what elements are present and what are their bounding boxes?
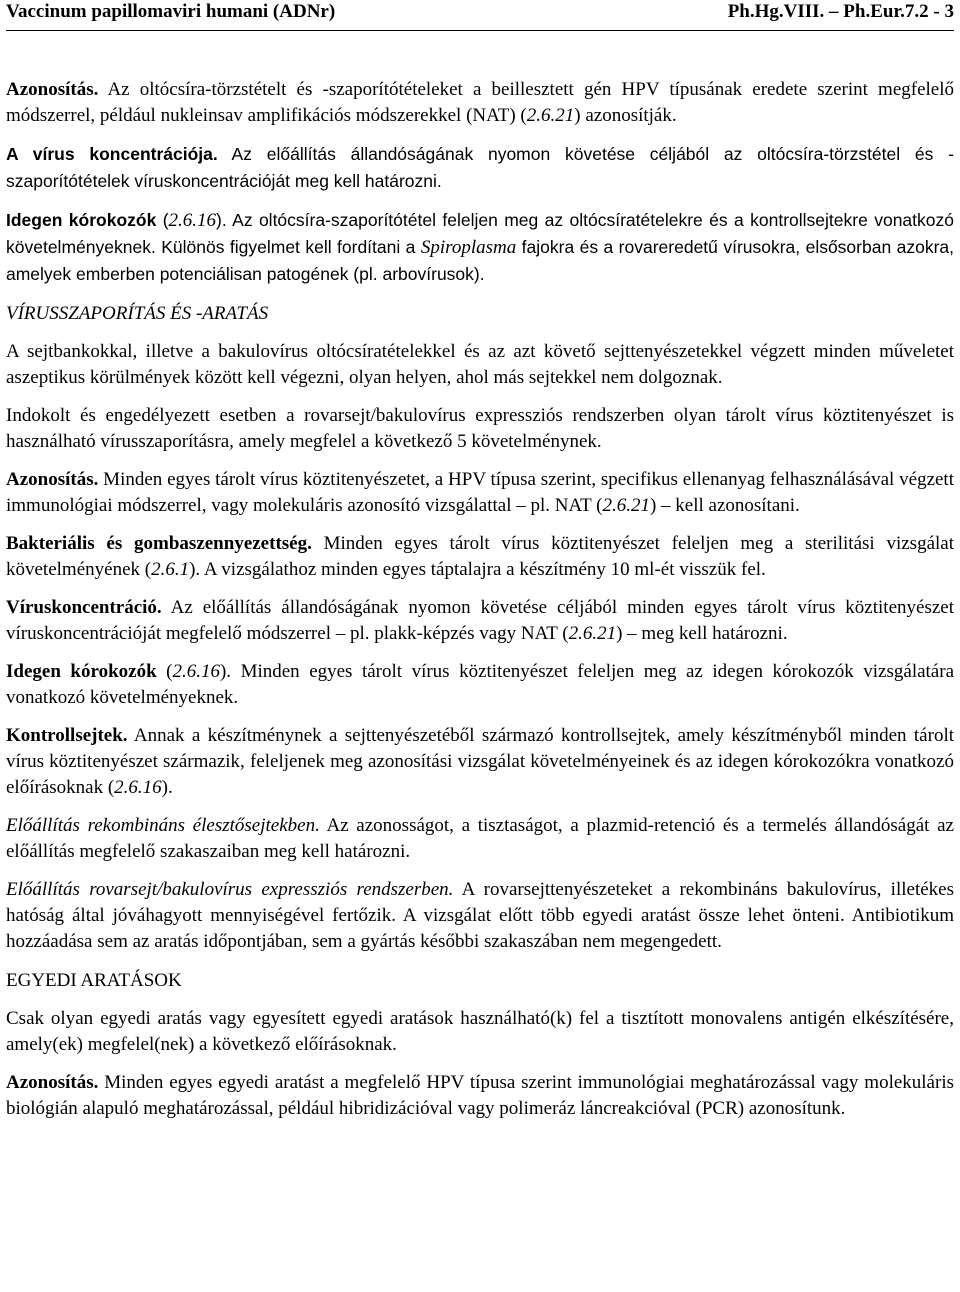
paragraph-lead: Azonosítás. <box>6 79 99 100</box>
paragraph-lead: Azonosítás. <box>6 1072 99 1093</box>
paragraph-text: ) – kell azonosítani. <box>649 495 800 516</box>
page-header <box>6 0 954 31</box>
paragraph-text: Az azonosságot, a tisztaságot, a plazmid-retenció és a termelés állandóságát az előállítás megfelelő szakaszaiban meg kell határozni. <box>6 815 954 862</box>
paragraph-aseptic: A sejtbankokkal, illetve a bakulovírus oltócsíratételekkel és az azt követő sejttenyészetekkel végzett minden műveletet aszeptikus körülmények között kell végezni, olyan helyen, ahol más sejtekkel nem dolgoznak. <box>6 341 954 388</box>
paragraph-text: Annak a készítménynek a sejttenyészetéből származó kontrollsejtek, amely készítményből minden tárolt vírus köztitenyészet származik, feleljenek meg azonosítási vizsgálat követelményeinek és az idegen kórokozókra vonatkozó előírásoknak ( <box>6 725 954 798</box>
paragraph-lead: Idegen kórokozók <box>6 661 157 682</box>
reference-link: 2.6.21 <box>526 105 575 126</box>
paragraph-yeast-production <box>6 813 954 865</box>
paragraph-harvest-identification <box>6 1070 954 1122</box>
paragraph-lead: Bakteriális és gombaszennyezettség. <box>6 533 312 554</box>
paragraph-text: ). A vizsgálathoz minden egyes táptalajra a készítmény 10 ml-ét visszük fel. <box>189 559 766 580</box>
paragraph-text: Minden egyes tárolt vírus köztitenyészetet, a HPV típusa szerint, specifikus ellenanyag felhasználásával végzett immunológiai módszerrel, vagy molekuláris azonosító vizsgálattal – pl. NAT ( <box>6 469 954 516</box>
paragraph-text: A rovarsejttenyészeteket a rekombináns bakulovírus, illetékes hatóság által jóváhagyott mennyiségével fertőzik. A vizsgálat előtt több egyedi aratást össze lehet önteni. Antibiotikum hozzáadása sem az aratás időpontjában, sem a gyártás későbbi szakaszában nem megengedett. <box>6 879 954 952</box>
paragraph-stock-extraneous-agents <box>6 659 954 711</box>
paragraph-single-harvests: Csak olyan egyedi aratás vagy egyesített egyedi aratások használható(k) fel a tisztított monovalens antigén elkészítésére, amely(ek) megfelel(nek) a következő előírásoknak. <box>6 1008 954 1055</box>
paragraph-text: Az oltócsíra-törzstételt és -szaporítótételeket a beillesztett gén HPV típusának eredete szerint megfelelő módszerrel, például nukleinsav amplifikációs módszerekkel (NAT) ( <box>6 79 954 126</box>
paragraph-text: ( <box>156 661 173 682</box>
paragraph-lead: Azonosítás. <box>6 469 99 490</box>
reference-link: 2.6.21 <box>568 623 617 644</box>
reference-link: 2.6.16 <box>114 777 162 798</box>
paragraph-control-cells <box>6 723 954 801</box>
paragraph-text: ( <box>156 210 169 230</box>
paragraph-virus-concentration <box>6 141 954 195</box>
paragraph-lead: Víruskoncentráció. <box>6 597 162 618</box>
paragraph-text: ) – meg kell határozni. <box>616 623 788 644</box>
paragraph-lead: Idegen kórokozók <box>6 210 157 230</box>
paragraph-insect-cell-system: Indokolt és engedélyezett esetben a rovarsejt/bakulovírus expressziós rendszerben olyan tárolt vírus köztitenyészet is használható vírusszaporításra, amely megfelel a következő 5 követelménynek. <box>6 405 954 452</box>
paragraph-text: Az előállítás állandóságának nyomon követése céljából az oltócsíra-törzstétel és -szaporítótételek víruskoncentrációját meg kell határozni. <box>6 144 955 191</box>
paragraph-text: ) azonosítják. <box>574 105 677 126</box>
paragraph-insect-production <box>6 877 954 955</box>
paragraph-lead: Előállítás rovarsejt/bakulovírus expressziós rendszerben. <box>6 879 454 900</box>
paragraph-extraneous-agents <box>6 207 954 288</box>
paragraph-text: ). <box>161 777 173 798</box>
reference-link: 2.6.21 <box>602 495 650 516</box>
header-reference: Ph.Hg.VIII. – Ph.Eur.7.2 - 3 <box>727 1 954 22</box>
emphasis-text: Spiroplasma <box>420 237 517 258</box>
paragraph-stock-identification <box>6 467 954 519</box>
header-title: Vaccinum papillomaviri humani (ADNr) <box>6 1 336 22</box>
reference-link: 2.6.16 <box>168 210 217 231</box>
paragraph-text: Az előállítás állandóságának nyomon követése céljából minden egyes tárolt vírus köztitenyészet víruskoncentrációját megfelelő módszerrel – pl. plakk-képzés vagy NAT ( <box>6 597 954 644</box>
reference-link: 2.6.1 <box>151 559 190 580</box>
paragraph-lead: A vírus koncentrációja. <box>6 144 218 164</box>
paragraph-lead: Kontrollsejtek. <box>6 725 128 746</box>
paragraph-virus-titre <box>6 595 954 647</box>
section-heading-virus-propagation: VÍRUSSZAPORÍTÁS ÉS -ARATÁS <box>6 303 269 324</box>
document-body <box>4 31 956 1122</box>
paragraph-text: fajokra és a rovareredetű vírusokra, elsősorban azokra, amelyek emberben potenciálisan patogének (pl. arbovírusok). <box>6 237 955 284</box>
paragraph-text: Minden egyes egyedi aratást a megfelelő HPV típusa szerint immunológiai meghatározással vagy molekuláris biológián alapuló meghatározással, például hibridizációval vagy polimeráz láncreakcióval (PCR) azonosítunk. <box>6 1072 954 1119</box>
section-heading-single-harvests: EGYEDI ARATÁSOK <box>6 970 182 991</box>
paragraph-text: ). Az oltócsíra-szaporítótétel feleljen meg az oltócsíratételekre és a kontrollsejtekre vonatkozó követelményeknek. Különös figyelmet kell fordítani a <box>6 210 954 257</box>
paragraph-sterility <box>6 531 954 583</box>
paragraph-text: Minden egyes tárolt vírus köztitenyészet feleljen meg a sterilitási vizsgálat követelményének ( <box>6 533 954 580</box>
reference-link: 2.6.16 <box>172 661 220 682</box>
paragraph-text: ). Minden egyes tárolt vírus köztitenyészet feleljen meg az idegen kórokozók vizsgálatára vonatkozó követelményeknek. <box>6 661 955 708</box>
paragraph-lead: Előállítás rekombináns élesztősejtekben. <box>6 815 320 836</box>
paragraph-identification <box>6 77 954 129</box>
